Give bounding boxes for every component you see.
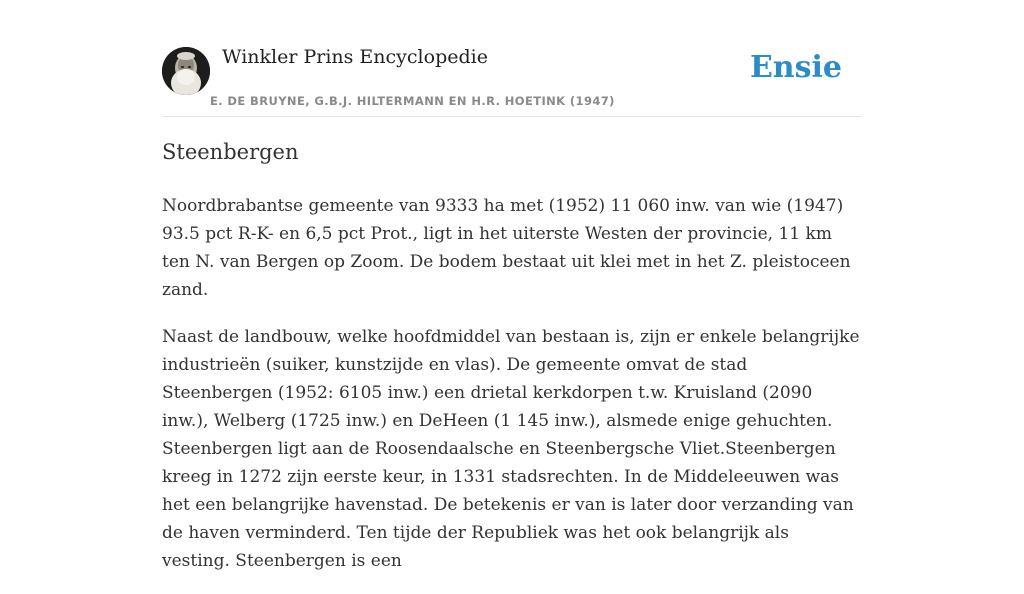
brand-logo-link[interactable]: Ensie [749,50,842,85]
author-avatar [162,47,210,95]
article-paragraph: Naast de landbouw, welke hoofdmiddel van bestaan is, zijn er enkele belangrijke industrieën (suiker, kunstzijde en vlas). De gemeente omvat de stad Steenbergen (1952: 6105 inw.) een drietal kerkdorpen t.w. Kruisland (2090 inw.), Welberg (1725 inw.) en DeHeen (1 145 inw.), alsmede enige gehuchten. Steenbergen ligt aan de Roosendaalsche en Steenbergsche Vliet.Steenbergen kreeg in 1272 zijn eerste keur, in 1331 stadsrechten. In de Middeleeuwen was het een belangrijke havenstad. De betekenis er van is later door verzanding van de haven verminderd. Ten tijde der Republiek was het ook belangrijk als vesting. Steenbergen is een [162,327,860,571]
article-body [162,192,862,594]
page [162,0,862,571]
article-paragraph: Noordbrabantse gemeente van 9333 ha met (1952) 11 060 inw. van wie (1947) 93.5 pct R-K- en 6,5 pct Prot., ligt in het uiterste Westen der provincie, 11 km ten N. van Bergen op Zoom. De bodem bestaat uit klei met in het Z. pleistoceen zand. [162,196,851,300]
author-portrait-image [162,47,210,95]
article-title: Steenbergen [162,140,299,164]
authors-credit: E. DE BRUYNE, G.B.J. HILTERMANN EN H.R. HOETINK (1947) [210,94,615,108]
site-header [162,0,862,117]
site-title[interactable]: Winkler Prins Encyclopedie [222,46,488,68]
